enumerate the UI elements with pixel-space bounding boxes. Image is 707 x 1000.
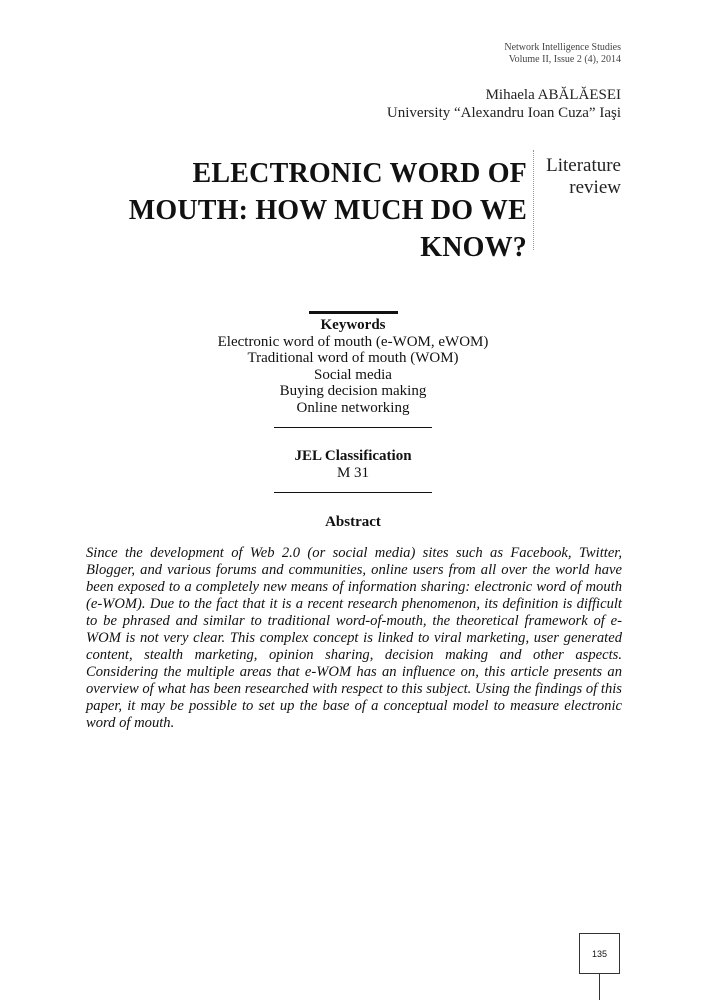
section-label-line: review: [569, 177, 621, 198]
page-number-box: [579, 933, 620, 974]
abstract-heading-block: [153, 514, 553, 531]
title-line: MOUTH: HOW MUCH DO WE: [128, 195, 527, 226]
keyword-item: Social media: [314, 366, 392, 383]
keyword-item: Online networking: [296, 399, 410, 416]
keywords-top-rule: [309, 311, 398, 314]
keywords-block: [153, 317, 553, 416]
page-marker-line: [599, 974, 600, 1000]
keyword-item: Buying decision making: [279, 383, 427, 399]
keywords-bottom-rule: [274, 427, 432, 428]
abstract-heading: Abstract: [325, 514, 381, 530]
page-number: 135: [591, 948, 608, 959]
title-line: KNOW?: [420, 232, 527, 263]
abstract-text: Since the development of Web 2.0 (or social media) sites such as Facebook, Twitter, Blogger, and various forums and communities, online users from all over the world have been exposed to a completely new means of information sharing: electronic word of mouth (e-WOM). Due to the fact that it is a recent research phenomenon, its definition is difficult to be phrased and similar to traditional word-of-mouth, the theoretical framework of e-WOM is not very clear. This complex concept is linked to viral marketing, user generated content, stealth marketing, opinion sharing, decision making and other aspects. Considering the multiple areas that e-WOM has an influence on, this article presents an overview of what has been researched with respect to this subject. Using the findings of this paper, it may be possible to set up the base of a conceptual model to measure electronic word of mouth.: [86, 545, 622, 731]
section-label-line: Literature: [546, 155, 621, 176]
jel-code: M 31: [336, 464, 370, 481]
title-line: ELECTRONIC WORD OF: [192, 158, 527, 189]
author-affiliation: University “Alexandru Ioan Cuza” Iaşi: [386, 105, 621, 121]
journal-name: Network Intelligence Studies: [504, 42, 621, 53]
keyword-item: Electronic word of mouth (e-WOM, eWOM): [217, 333, 489, 350]
jel-heading: JEL Classification: [294, 448, 412, 464]
section-label: [546, 155, 621, 199]
author-block: [387, 86, 621, 122]
jel-block: [153, 448, 553, 481]
keywords-heading: Keywords: [320, 317, 386, 333]
journal-header: [504, 42, 621, 66]
keyword-item: Traditional word of mouth (WOM): [247, 350, 459, 366]
jel-bottom-rule: [274, 492, 432, 493]
journal-volume-issue: Volume II, Issue 2 (4), 2014: [508, 54, 621, 65]
paper-title: [97, 155, 527, 266]
title-divider: [533, 150, 534, 250]
author-name: Mihaela ABĂLĂESEI: [485, 87, 621, 103]
